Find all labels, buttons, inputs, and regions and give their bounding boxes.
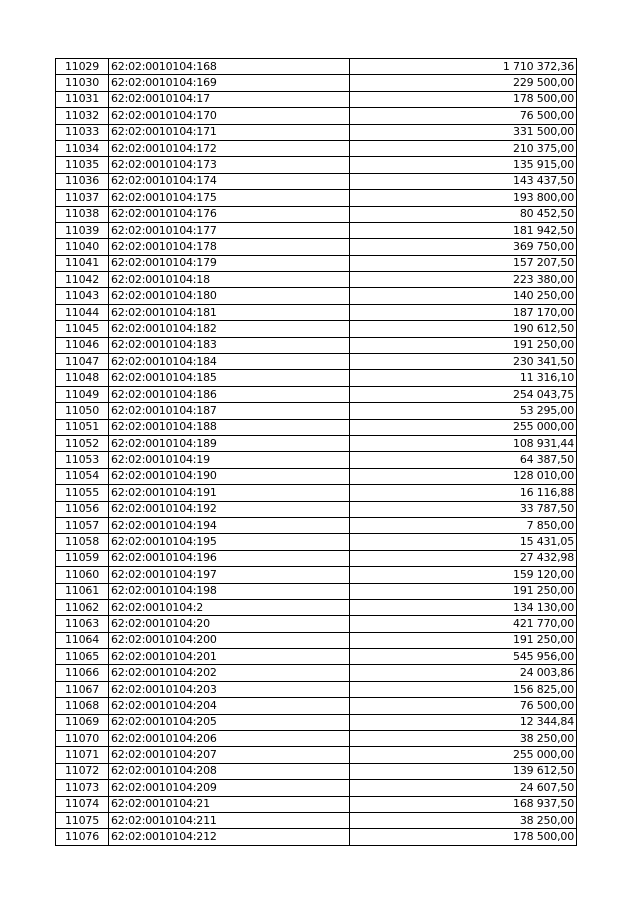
table-row <box>56 681 577 697</box>
cadastral-number-cell: 62:02:0010104:200 <box>109 632 350 648</box>
row-number-cell: 11039 <box>56 222 109 238</box>
table-row <box>56 173 577 189</box>
cadastral-number-cell: 62:02:0010104:202 <box>109 665 350 681</box>
table-row <box>56 468 577 484</box>
cadastral-number-cell: 62:02:0010104:171 <box>109 124 350 140</box>
row-number-cell: 11064 <box>56 632 109 648</box>
row-number-cell: 11058 <box>56 534 109 550</box>
row-number-cell: 11029 <box>56 59 109 75</box>
cadastral-value-cell: 38 250,00 <box>350 812 577 828</box>
cadastral-value-cell: 143 437,50 <box>350 173 577 189</box>
table-row <box>56 206 577 222</box>
table-row <box>56 59 577 75</box>
table-row <box>56 337 577 353</box>
table-row <box>56 517 577 533</box>
cadastral-number-cell: 62:02:0010104:195 <box>109 534 350 550</box>
cadastral-number-cell: 62:02:0010104:176 <box>109 206 350 222</box>
row-number-cell: 11069 <box>56 714 109 730</box>
row-number-cell: 11035 <box>56 157 109 173</box>
cadastral-number-cell: 62:02:0010104:201 <box>109 649 350 665</box>
table-row <box>56 731 577 747</box>
cadastral-value-cell: 255 000,00 <box>350 419 577 435</box>
cadastral-value-cell: 369 750,00 <box>350 239 577 255</box>
row-number-cell: 11047 <box>56 354 109 370</box>
row-number-cell: 11065 <box>56 649 109 665</box>
cadastral-value-cell: 255 000,00 <box>350 747 577 763</box>
row-number-cell: 11033 <box>56 124 109 140</box>
table-row <box>56 321 577 337</box>
cadastral-value-cell: 134 130,00 <box>350 599 577 615</box>
row-number-cell: 11031 <box>56 91 109 107</box>
cadastral-value-cell: 178 500,00 <box>350 829 577 845</box>
cadastral-number-cell: 62:02:0010104:192 <box>109 501 350 517</box>
table-row <box>56 501 577 517</box>
cadastral-value-cell: 159 120,00 <box>350 567 577 583</box>
cadastral-number-cell: 62:02:0010104:211 <box>109 812 350 828</box>
cadastral-value-cell: 128 010,00 <box>350 468 577 484</box>
cadastral-number-cell: 62:02:0010104:187 <box>109 403 350 419</box>
table-row <box>56 632 577 648</box>
table-row <box>56 485 577 501</box>
row-number-cell: 11030 <box>56 75 109 91</box>
cadastral-number-cell: 62:02:0010104:191 <box>109 485 350 501</box>
cadastral-number-cell: 62:02:0010104:208 <box>109 763 350 779</box>
row-number-cell: 11049 <box>56 386 109 402</box>
table-row <box>56 255 577 271</box>
cadastral-value-cell: 421 770,00 <box>350 616 577 632</box>
cadastral-value-cell: 139 612,50 <box>350 763 577 779</box>
table-row <box>56 288 577 304</box>
table-row <box>56 567 577 583</box>
cadastral-value-cell: 254 043,75 <box>350 386 577 402</box>
cadastral-number-cell: 62:02:0010104:20 <box>109 616 350 632</box>
table-body <box>56 59 577 846</box>
cadastral-value-cell: 38 250,00 <box>350 731 577 747</box>
table-row <box>56 780 577 796</box>
cadastral-value-cell: 27 432,98 <box>350 550 577 566</box>
table-row <box>56 222 577 238</box>
row-number-cell: 11071 <box>56 747 109 763</box>
row-number-cell: 11050 <box>56 403 109 419</box>
row-number-cell: 11073 <box>56 780 109 796</box>
row-number-cell: 11055 <box>56 485 109 501</box>
cadastral-value-cell: 331 500,00 <box>350 124 577 140</box>
table-row <box>56 108 577 124</box>
row-number-cell: 11059 <box>56 550 109 566</box>
row-number-cell: 11041 <box>56 255 109 271</box>
cadastral-value-cell: 191 250,00 <box>350 337 577 353</box>
cadastral-number-cell: 62:02:0010104:194 <box>109 517 350 533</box>
row-number-cell: 11037 <box>56 190 109 206</box>
row-number-cell: 11057 <box>56 517 109 533</box>
cadastral-value-cell: 190 612,50 <box>350 321 577 337</box>
cadastral-number-cell: 62:02:0010104:174 <box>109 173 350 189</box>
cadastral-value-cell: 64 387,50 <box>350 452 577 468</box>
cadastral-number-cell: 62:02:0010104:186 <box>109 386 350 402</box>
cadastral-value-cell: 1 710 372,36 <box>350 59 577 75</box>
row-number-cell: 11045 <box>56 321 109 337</box>
cadastral-value-cell: 140 250,00 <box>350 288 577 304</box>
table-row <box>56 665 577 681</box>
cadastral-number-cell: 62:02:0010104:203 <box>109 681 350 697</box>
cadastral-value-cell: 229 500,00 <box>350 75 577 91</box>
cadastral-number-cell: 62:02:0010104:209 <box>109 780 350 796</box>
table-row <box>56 599 577 615</box>
row-number-cell: 11051 <box>56 419 109 435</box>
row-number-cell: 11063 <box>56 616 109 632</box>
row-number-cell: 11032 <box>56 108 109 124</box>
cadastral-value-cell: 53 295,00 <box>350 403 577 419</box>
cadastral-number-cell: 62:02:0010104:183 <box>109 337 350 353</box>
table-row <box>56 354 577 370</box>
row-number-cell: 11066 <box>56 665 109 681</box>
row-number-cell: 11075 <box>56 812 109 828</box>
cadastral-value-cell: 108 931,44 <box>350 435 577 451</box>
cadastral-value-cell: 210 375,00 <box>350 140 577 156</box>
cadastral-number-cell: 62:02:0010104:170 <box>109 108 350 124</box>
table-row <box>56 698 577 714</box>
cadastral-value-cell: 230 341,50 <box>350 354 577 370</box>
cadastral-number-cell: 62:02:0010104:173 <box>109 157 350 173</box>
cadastral-value-cell: 191 250,00 <box>350 583 577 599</box>
table-row <box>56 419 577 435</box>
row-number-cell: 11076 <box>56 829 109 845</box>
table-row <box>56 304 577 320</box>
cadastral-number-cell: 62:02:0010104:196 <box>109 550 350 566</box>
cadastral-value-cell: 11 316,10 <box>350 370 577 386</box>
cadastral-number-cell: 62:02:0010104:178 <box>109 239 350 255</box>
cadastral-number-cell: 62:02:0010104:175 <box>109 190 350 206</box>
table-row <box>56 534 577 550</box>
row-number-cell: 11056 <box>56 501 109 517</box>
row-number-cell: 11036 <box>56 173 109 189</box>
cadastral-value-cell: 76 500,00 <box>350 698 577 714</box>
cadastral-number-cell: 62:02:0010104:188 <box>109 419 350 435</box>
cadastral-number-cell: 62:02:0010104:197 <box>109 567 350 583</box>
table-row <box>56 370 577 386</box>
cadastral-number-cell: 62:02:0010104:172 <box>109 140 350 156</box>
table-row <box>56 272 577 288</box>
cadastral-value-cell: 7 850,00 <box>350 517 577 533</box>
cadastral-value-cell: 157 207,50 <box>350 255 577 271</box>
row-number-cell: 11044 <box>56 304 109 320</box>
cadastral-number-cell: 62:02:0010104:204 <box>109 698 350 714</box>
cadastral-number-cell: 62:02:0010104:206 <box>109 731 350 747</box>
table-row <box>56 452 577 468</box>
cadastral-number-cell: 62:02:0010104:19 <box>109 452 350 468</box>
cadastral-value-cell: 223 380,00 <box>350 272 577 288</box>
cadastral-value-cell: 24 003,86 <box>350 665 577 681</box>
table-row <box>56 91 577 107</box>
row-number-cell: 11067 <box>56 681 109 697</box>
row-number-cell: 11046 <box>56 337 109 353</box>
row-number-cell: 11074 <box>56 796 109 812</box>
row-number-cell: 11060 <box>56 567 109 583</box>
cadastral-value-cell: 168 937,50 <box>350 796 577 812</box>
cadastral-number-cell: 62:02:0010104:189 <box>109 435 350 451</box>
cadastral-number-cell: 62:02:0010104:17 <box>109 91 350 107</box>
cadastral-number-cell: 62:02:0010104:182 <box>109 321 350 337</box>
table-row <box>56 763 577 779</box>
cadastral-number-cell: 62:02:0010104:205 <box>109 714 350 730</box>
cadastral-value-cell: 12 344,84 <box>350 714 577 730</box>
cadastral-value-cell: 545 956,00 <box>350 649 577 665</box>
cadastral-value-cell: 80 452,50 <box>350 206 577 222</box>
table-row <box>56 124 577 140</box>
row-number-cell: 11054 <box>56 468 109 484</box>
cadastral-value-cell: 178 500,00 <box>350 91 577 107</box>
cadastral-value-cell: 16 116,88 <box>350 485 577 501</box>
table-row <box>56 386 577 402</box>
row-number-cell: 11034 <box>56 140 109 156</box>
cadastral-number-cell: 62:02:0010104:181 <box>109 304 350 320</box>
cadastral-value-cell: 24 607,50 <box>350 780 577 796</box>
table-row <box>56 157 577 173</box>
table-row <box>56 714 577 730</box>
cadastral-number-cell: 62:02:0010104:207 <box>109 747 350 763</box>
table-row <box>56 616 577 632</box>
cadastral-number-cell: 62:02:0010104:198 <box>109 583 350 599</box>
cadastral-number-cell: 62:02:0010104:179 <box>109 255 350 271</box>
cadastral-value-cell: 156 825,00 <box>350 681 577 697</box>
table-row <box>56 829 577 845</box>
cadastral-number-cell: 62:02:0010104:177 <box>109 222 350 238</box>
cadastral-number-cell: 62:02:0010104:169 <box>109 75 350 91</box>
cadastral-number-cell: 62:02:0010104:168 <box>109 59 350 75</box>
table-row <box>56 239 577 255</box>
table-row <box>56 75 577 91</box>
table-row <box>56 747 577 763</box>
cadastral-number-cell: 62:02:0010104:21 <box>109 796 350 812</box>
cadastral-number-cell: 62:02:0010104:185 <box>109 370 350 386</box>
row-number-cell: 11061 <box>56 583 109 599</box>
cadastral-value-cell: 15 431,05 <box>350 534 577 550</box>
row-number-cell: 11070 <box>56 731 109 747</box>
cadastral-value-cell: 193 800,00 <box>350 190 577 206</box>
cadastral-number-cell: 62:02:0010104:2 <box>109 599 350 615</box>
table-row <box>56 583 577 599</box>
row-number-cell: 11052 <box>56 435 109 451</box>
table-row <box>56 140 577 156</box>
cadastral-value-cell: 33 787,50 <box>350 501 577 517</box>
table-row <box>56 550 577 566</box>
cadastral-value-cell: 135 915,00 <box>350 157 577 173</box>
row-number-cell: 11062 <box>56 599 109 615</box>
cadastral-number-cell: 62:02:0010104:18 <box>109 272 350 288</box>
table-row <box>56 403 577 419</box>
cadastral-number-cell: 62:02:0010104:184 <box>109 354 350 370</box>
cadastral-value-table <box>55 58 577 846</box>
row-number-cell: 11072 <box>56 763 109 779</box>
row-number-cell: 11048 <box>56 370 109 386</box>
table-row <box>56 796 577 812</box>
row-number-cell: 11068 <box>56 698 109 714</box>
cadastral-value-cell: 181 942,50 <box>350 222 577 238</box>
row-number-cell: 11038 <box>56 206 109 222</box>
row-number-cell: 11053 <box>56 452 109 468</box>
table-row <box>56 812 577 828</box>
table-row <box>56 190 577 206</box>
cadastral-number-cell: 62:02:0010104:180 <box>109 288 350 304</box>
row-number-cell: 11043 <box>56 288 109 304</box>
cadastral-value-cell: 191 250,00 <box>350 632 577 648</box>
row-number-cell: 11040 <box>56 239 109 255</box>
cadastral-value-cell: 76 500,00 <box>350 108 577 124</box>
table-row <box>56 435 577 451</box>
table-row <box>56 649 577 665</box>
cadastral-number-cell: 62:02:0010104:212 <box>109 829 350 845</box>
cadastral-value-cell: 187 170,00 <box>350 304 577 320</box>
row-number-cell: 11042 <box>56 272 109 288</box>
cadastral-number-cell: 62:02:0010104:190 <box>109 468 350 484</box>
